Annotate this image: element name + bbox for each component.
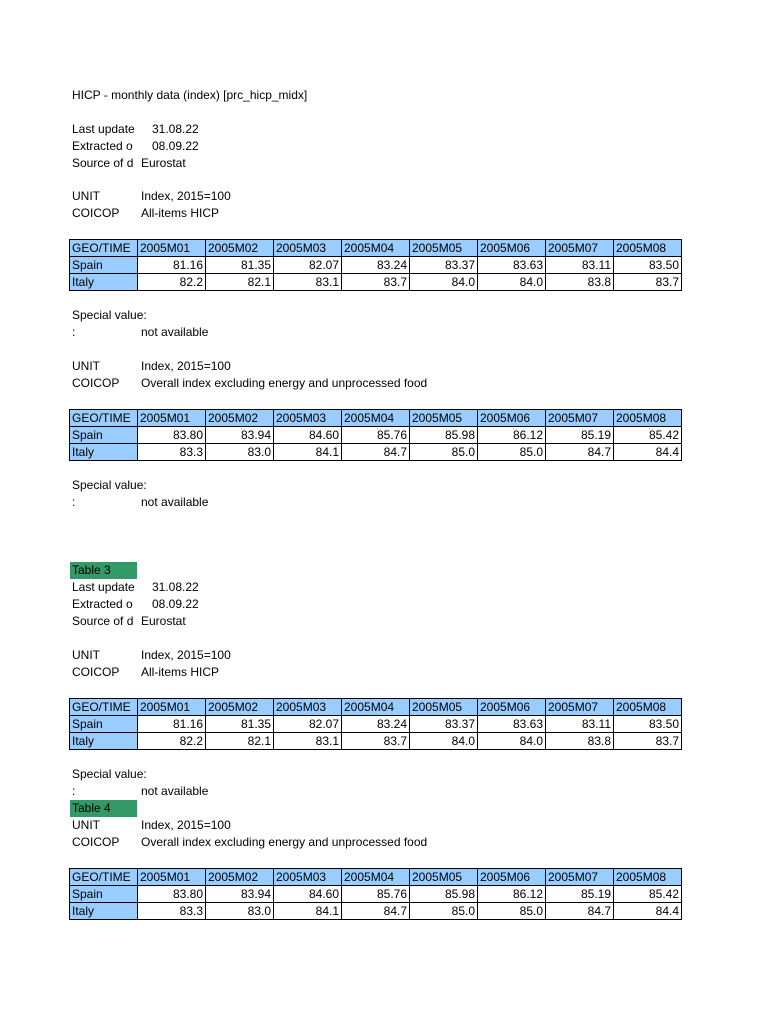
table-4-tag: Table 4 [70,800,137,817]
value-cell: 84.0 [410,274,478,291]
geo-cell: Spain [70,257,138,274]
value-cell: 83.7 [614,733,682,750]
table-row [70,274,682,291]
value-cell: 83.0 [206,903,274,920]
unit-value: Index, 2015=100 [141,818,231,832]
source-value: Eurostat [141,614,186,628]
value-cell: 83.7 [342,733,410,750]
value-cell: 83.7 [342,274,410,291]
value-cell: 82.2 [138,274,206,291]
unit-value: Index, 2015=100 [141,648,231,662]
table-row [70,886,682,903]
special-value-label: Special value: [72,767,147,781]
column-header: 2005M01 [138,869,206,886]
column-header: 2005M02 [206,699,274,716]
source-label: Source of d [72,156,134,170]
value-cell: 83.11 [546,716,614,733]
column-header: GEO/TIME [70,240,138,257]
unit-value: Index, 2015=100 [141,359,231,373]
value-cell: 83.1 [274,274,342,291]
value-cell: 85.42 [614,427,682,444]
column-header: 2005M07 [546,869,614,886]
table-row [70,903,682,920]
unit-label: UNIT [72,189,100,203]
value-cell: 84.4 [614,444,682,461]
value-cell: 85.0 [410,903,478,920]
unit-label: UNIT [72,648,100,662]
special-value-label: Special value: [72,308,147,322]
value-cell: 81.35 [206,257,274,274]
extracted-label: Extracted o [72,139,133,153]
value-cell: 83.63 [478,716,546,733]
value-cell: 83.1 [274,733,342,750]
last-update-value: 31.08.22 [152,580,199,594]
coicop-value: All-items HICP [141,206,220,220]
value-cell: 83.24 [342,716,410,733]
last-update-label: Last update [72,580,135,594]
coicop-label: COICOP [72,835,120,849]
value-cell: 84.0 [478,733,546,750]
value-cell: 83.3 [138,903,206,920]
table-3-tag: Table 3 [70,562,137,579]
value-cell: 84.1 [274,903,342,920]
value-cell: 83.7 [614,274,682,291]
column-header: GEO/TIME [70,410,138,427]
special-text: not available [141,325,209,339]
column-header: 2005M04 [342,699,410,716]
column-header: 2005M02 [206,410,274,427]
column-header: 2005M06 [478,240,546,257]
last-update-label: Last update [72,122,135,136]
value-cell: 86.12 [478,427,546,444]
column-header: 2005M07 [546,410,614,427]
value-cell: 82.07 [274,257,342,274]
value-cell: 85.0 [410,444,478,461]
value-cell: 84.7 [342,903,410,920]
column-header: 2005M01 [138,699,206,716]
value-cell: 85.42 [614,886,682,903]
extracted-label: Extracted o [72,597,133,611]
source-value: Eurostat [141,156,186,170]
value-cell: 84.7 [342,444,410,461]
geo-cell: Italy [70,444,138,461]
geo-cell: Italy [70,733,138,750]
coicop-label: COICOP [72,206,120,220]
column-header: 2005M08 [614,699,682,716]
column-header: 2005M02 [206,869,274,886]
value-cell: 85.19 [546,886,614,903]
geo-cell: Spain [70,716,138,733]
column-header: 2005M02 [206,240,274,257]
geo-cell: Spain [70,427,138,444]
special-symbol: : [72,784,76,798]
value-cell: 85.76 [342,427,410,444]
special-symbol: : [72,325,76,339]
value-cell: 82.1 [206,733,274,750]
table-row [70,427,682,444]
column-header: GEO/TIME [70,699,138,716]
column-header: 2005M04 [342,869,410,886]
value-cell: 83.8 [546,733,614,750]
source-label: Source of d [72,614,134,628]
value-cell: 84.7 [546,444,614,461]
table-row [70,716,682,733]
unit-value: Index, 2015=100 [141,189,231,203]
data-table-hicp-3 [69,698,682,750]
column-header: 2005M03 [274,699,342,716]
special-text: not available [141,495,209,509]
extracted-value: 08.09.22 [152,139,199,153]
value-cell: 83.3 [138,444,206,461]
table-row [70,257,682,274]
value-cell: 84.0 [478,274,546,291]
table-header-row [70,240,682,257]
value-cell: 82.07 [274,716,342,733]
value-cell: 85.98 [410,886,478,903]
table-header-row [70,410,682,427]
value-cell: 85.0 [478,444,546,461]
page-title: HICP - monthly data (index) [prc_hicp_midx] [72,88,308,102]
table-header-row [70,869,682,886]
coicop-value: All-items HICP [141,665,220,679]
table-row [70,444,682,461]
coicop-label: COICOP [72,376,120,390]
data-table-hicp-1 [69,239,682,291]
column-header: 2005M07 [546,699,614,716]
coicop-value: Overall index excluding energy and unprocessed food [141,835,428,849]
value-cell: 83.50 [614,257,682,274]
geo-cell: Italy [70,903,138,920]
column-header: 2005M03 [274,869,342,886]
table-header-row [70,699,682,716]
column-header: 2005M05 [410,869,478,886]
column-header: 2005M07 [546,240,614,257]
value-cell: 85.0 [478,903,546,920]
value-cell: 84.1 [274,444,342,461]
special-value-label: Special value: [72,478,147,492]
value-cell: 84.4 [614,903,682,920]
table-row [70,733,682,750]
value-cell: 83.94 [206,886,274,903]
value-cell: 85.76 [342,886,410,903]
value-cell: 83.11 [546,257,614,274]
value-cell: 83.8 [546,274,614,291]
value-cell: 83.0 [206,444,274,461]
value-cell: 84.7 [546,903,614,920]
column-header: 2005M08 [614,410,682,427]
column-header: 2005M06 [478,410,546,427]
unit-label: UNIT [72,359,100,373]
value-cell: 81.16 [138,257,206,274]
column-header: 2005M01 [138,240,206,257]
column-header: 2005M05 [410,410,478,427]
value-cell: 84.60 [274,886,342,903]
extracted-value: 08.09.22 [152,597,199,611]
value-cell: 81.16 [138,716,206,733]
value-cell: 83.37 [410,716,478,733]
column-header: 2005M08 [614,869,682,886]
column-header: 2005M03 [274,240,342,257]
unit-label: UNIT [72,818,100,832]
value-cell: 83.50 [614,716,682,733]
data-table-core-4 [69,868,682,920]
column-header: 2005M05 [410,240,478,257]
coicop-label: COICOP [72,665,120,679]
column-header: 2005M06 [478,699,546,716]
value-cell: 85.98 [410,427,478,444]
special-text: not available [141,784,209,798]
value-cell: 84.60 [274,427,342,444]
value-cell: 83.80 [138,427,206,444]
column-header: 2005M08 [614,240,682,257]
column-header: 2005M05 [410,699,478,716]
value-cell: 83.63 [478,257,546,274]
column-header: 2005M04 [342,240,410,257]
value-cell: 83.37 [410,257,478,274]
coicop-value: Overall index excluding energy and unprocessed food [141,376,428,390]
column-header: GEO/TIME [70,869,138,886]
value-cell: 85.19 [546,427,614,444]
geo-cell: Italy [70,274,138,291]
column-header: 2005M03 [274,410,342,427]
last-update-value: 31.08.22 [152,122,199,136]
value-cell: 81.35 [206,716,274,733]
value-cell: 83.80 [138,886,206,903]
value-cell: 83.24 [342,257,410,274]
column-header: 2005M06 [478,869,546,886]
value-cell: 83.94 [206,427,274,444]
column-header: 2005M01 [138,410,206,427]
special-symbol: : [72,495,76,509]
data-table-core-1 [69,409,682,461]
value-cell: 86.12 [478,886,546,903]
value-cell: 82.1 [206,274,274,291]
column-header: 2005M04 [342,410,410,427]
value-cell: 84.0 [410,733,478,750]
value-cell: 82.2 [138,733,206,750]
geo-cell: Spain [70,886,138,903]
